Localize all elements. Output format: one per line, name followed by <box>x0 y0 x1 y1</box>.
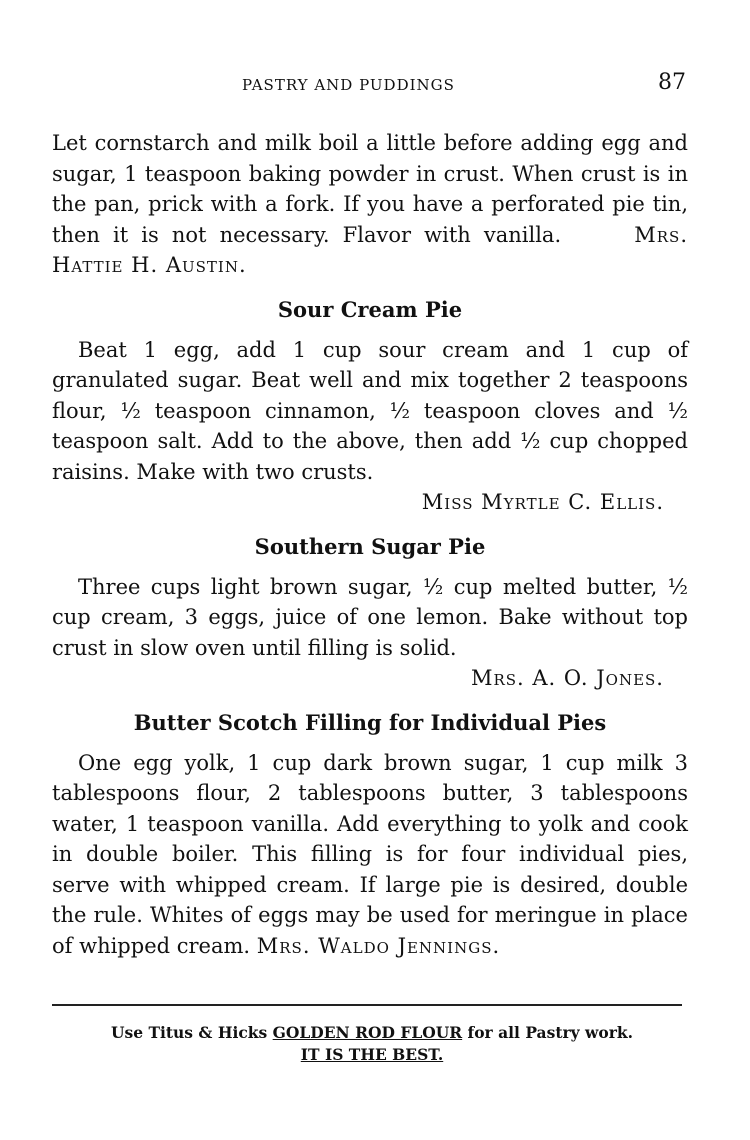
recipe-signature-jones: Mrs. A. O. Jones. <box>470 666 664 690</box>
recipe-signature-jennings: Mrs. Waldo Jennings. <box>256 933 501 958</box>
recipe-body-butter-scotch-text: One egg yolk, 1 cup dark brown sugar, 1 cup milk 3 tablespoons flour, 2 tablespoons butter, 3 tablespoons water, 1 teaspoon vanilla. Add everything to yolk and cook in double boiler. This filling is for four individual pies, serve with whipped cream. If large pie is desired, double the rule. Whites of eggs may be used for meringue in place of whipped cream. <box>52 750 688 958</box>
recipe-signature-austin: Mrs. Hattie H. Austin. <box>52 222 688 277</box>
recipe-body-southern-sugar-pie: Three cups light brown sugar, ½ cup melted butter, ½ cup cream, 3 eggs, juice of one lemon. Bake without top crust in slow oven until filling is solid. <box>52 574 688 660</box>
recipe-body-sour-cream-pie: Beat 1 egg, add 1 cup sour cream and 1 cup of granulated sugar. Beat well and mix together 2 teaspoons flour, ½ teaspoon cinnamon, ½ teaspoon cloves and ½ teaspoon salt. Add to the above, then add ½ cup chopped raisins. Make with two crusts. <box>52 337 688 484</box>
footer-divider <box>52 1004 682 1006</box>
recipe-title-butter-scotch-filling: Butter Scotch Filling for Individual Pies <box>133 709 607 735</box>
ad-suffix: for all Pastry work. <box>462 1023 634 1042</box>
recipe-body-butter-scotch-filling <box>52 748 688 962</box>
recipe-content <box>52 128 688 961</box>
section-title: PASTRY AND PUDDINGS <box>242 76 455 94</box>
recipe-title-southern-sugar-pie: Southern Sugar Pie <box>254 533 486 559</box>
page-number: 87 <box>658 70 686 95</box>
recipe-continuation-body: Let cornstarch and milk boil a little before adding egg and sugar, 1 teaspoon baking powder in crust. When crust is in the pan, prick with a fork. If you have a perforated pie tin, then it is not necessary. Flavor with vanilla. <box>52 131 688 247</box>
recipe-continuation-text <box>52 128 688 281</box>
recipe-title-sour-cream-pie: Sour Cream Pie <box>277 296 463 322</box>
advertisement-line <box>52 1022 692 1044</box>
book-page <box>52 0 688 1140</box>
ad-brand: GOLDEN ROD FLOUR <box>272 1023 463 1042</box>
ad-prefix: Use Titus & Hicks <box>110 1023 273 1042</box>
running-head <box>52 70 688 100</box>
ad-tagline: IT IS THE BEST. <box>300 1045 444 1064</box>
recipe-signature-ellis: Miss Myrtle C. Ellis. <box>421 490 664 514</box>
advertisement-footer <box>52 1022 692 1066</box>
